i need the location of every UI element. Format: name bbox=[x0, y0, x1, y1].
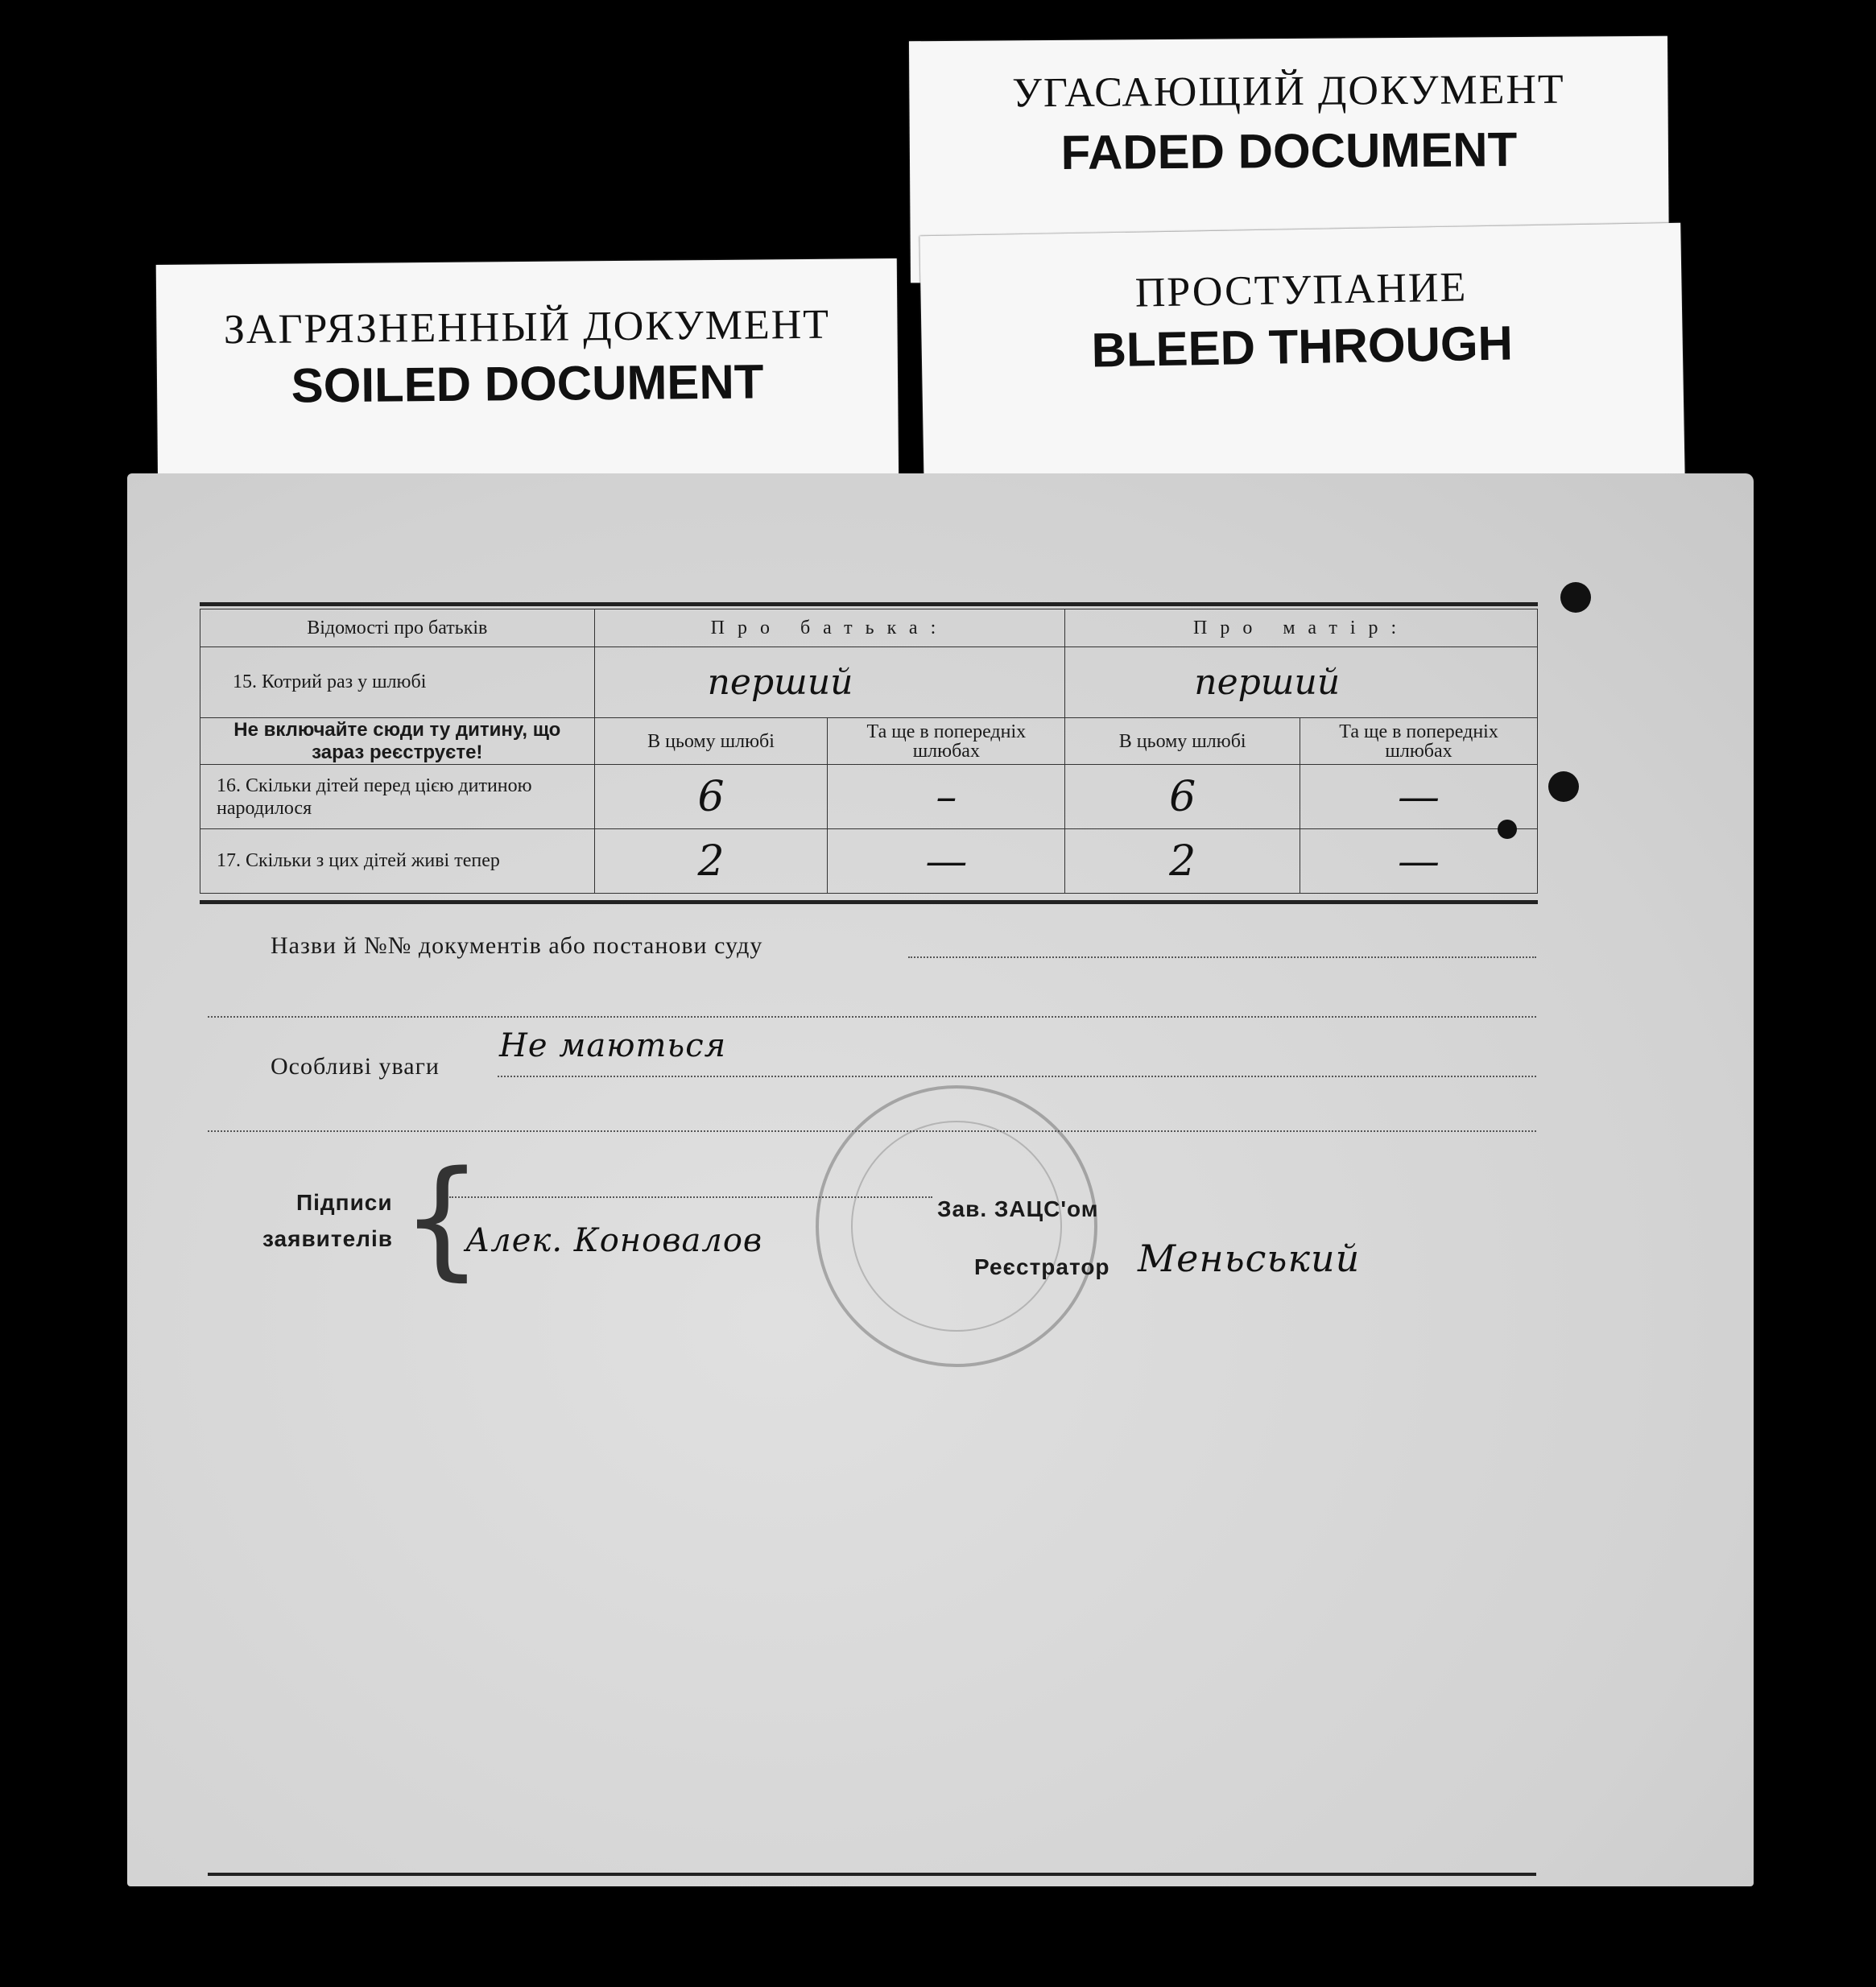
row-15-marriage-count bbox=[200, 647, 1538, 718]
parents-table bbox=[200, 609, 1538, 894]
official-seal-stamp bbox=[816, 1085, 1097, 1367]
remarks-label: Особливі уваги bbox=[271, 1053, 440, 1080]
row17-father-this: 2 bbox=[594, 829, 828, 894]
children-note: Не включайте сюди ту дитину, що зараз реєструєте! bbox=[200, 718, 595, 765]
document-sheet bbox=[127, 473, 1754, 1886]
row-16-children-born bbox=[200, 765, 1538, 829]
row17-mother-this: 2 bbox=[1065, 829, 1300, 894]
row17-mother-prev: — bbox=[1300, 829, 1538, 894]
table-header-row bbox=[200, 609, 1538, 647]
punch-hole bbox=[1548, 771, 1579, 802]
children-note-row bbox=[200, 718, 1538, 765]
row16-mother-this: 6 bbox=[1065, 765, 1300, 829]
documents-line-2 bbox=[208, 1016, 1536, 1018]
applicants-label-1: Підписи bbox=[296, 1190, 393, 1215]
documents-label: Назви й №№ документів або постанови суду bbox=[271, 932, 763, 959]
subheader-father-prev: Та ще в попередніх шлюбах bbox=[828, 718, 1065, 765]
tag-text-en: FADED DOCUMENT bbox=[1060, 122, 1518, 180]
registrar-signature: Меньський bbox=[1138, 1237, 1361, 1280]
subheader-father-this: В цьому шлюбі bbox=[594, 718, 828, 765]
header-father: Про батька: bbox=[594, 609, 1065, 647]
bottom-rule bbox=[208, 1873, 1536, 1876]
row15-label: 15. Котрий раз у шлюбі bbox=[200, 647, 595, 718]
soiled-document-tag bbox=[156, 258, 899, 498]
documents-line bbox=[908, 956, 1536, 958]
row16-father-prev: – bbox=[828, 765, 1065, 829]
remarks-value: Не маються bbox=[499, 1027, 727, 1064]
tag-text-en: SOILED DOCUMENT bbox=[291, 354, 764, 413]
row17-father-prev: — bbox=[828, 829, 1065, 894]
row17-label: 17. Скільки з цих дітей живі тепер bbox=[200, 829, 595, 894]
header-mother: Про матір: bbox=[1065, 609, 1538, 647]
header-parents-info: Відомості про батьків bbox=[200, 609, 595, 647]
row-17-children-alive bbox=[200, 829, 1538, 894]
tag-text-ru: ПРОСТУПАНИЕ bbox=[1134, 264, 1468, 316]
subheader-mother-this: В цьому шлюбі bbox=[1065, 718, 1300, 765]
tag-text-ru: ЗАГРЯЗНЕННЫЙ ДОКУМЕНТ bbox=[223, 301, 831, 353]
applicants-label-2: заявителів bbox=[262, 1226, 393, 1251]
applicant-signature: Алек. Коновалов bbox=[465, 1222, 763, 1259]
tag-text-ru: УГАСАЮЩИЙ ДОКУМЕНТ bbox=[1011, 66, 1565, 117]
row16-father-this: 6 bbox=[594, 765, 828, 829]
head-zags-label: Зав. ЗАЦС'ом bbox=[937, 1196, 1099, 1221]
row15-father-value: перший bbox=[594, 647, 1065, 718]
row15-mother-value: перший bbox=[1065, 647, 1538, 718]
bleed-through-tag bbox=[919, 223, 1684, 494]
registrar-label: Реєстратор bbox=[974, 1254, 1110, 1279]
punch-hole bbox=[1498, 820, 1517, 839]
table-top-rule bbox=[200, 602, 1538, 606]
table-bottom-rule bbox=[200, 900, 1538, 904]
row16-label: 16. Скільки дітей перед цією дитиною народилося bbox=[200, 765, 595, 829]
tag-text-en: BLEED THROUGH bbox=[1091, 316, 1514, 378]
remarks-line bbox=[498, 1076, 1536, 1077]
row16-mother-prev: — bbox=[1300, 765, 1538, 829]
brace-symbol: { bbox=[401, 1142, 483, 1293]
subheader-mother-prev: Та ще в попередніх шлюбах bbox=[1300, 718, 1538, 765]
applicant-line-1 bbox=[449, 1196, 932, 1198]
punch-hole bbox=[1560, 582, 1591, 613]
